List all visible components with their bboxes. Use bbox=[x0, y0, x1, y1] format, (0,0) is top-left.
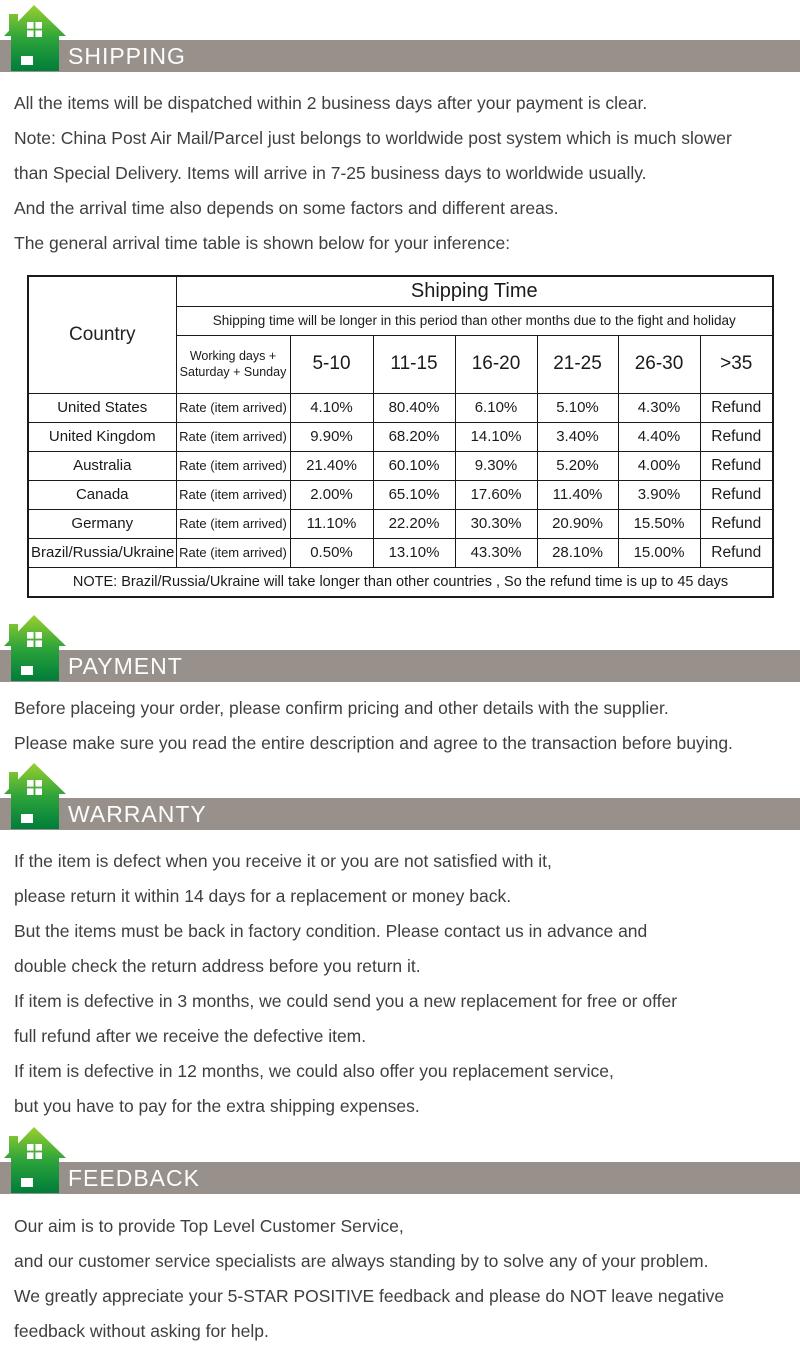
rate-label: Rate (item arrived) bbox=[176, 538, 290, 567]
col-header-range: 5-10 bbox=[290, 335, 373, 393]
rate-value: 14.10% bbox=[455, 422, 537, 451]
rate-value: 20.90% bbox=[537, 509, 618, 538]
table-row bbox=[28, 393, 773, 422]
rate-value: 4.00% bbox=[618, 451, 700, 480]
row-country: Australia bbox=[28, 451, 176, 480]
refund-cell: Refund bbox=[700, 480, 773, 509]
rate-value: 11.40% bbox=[537, 480, 618, 509]
refund-cell: Refund bbox=[700, 451, 773, 480]
rate-value: 30.30% bbox=[455, 509, 537, 538]
feedback-paragraph bbox=[14, 1209, 800, 1349]
rate-value: 65.10% bbox=[373, 480, 455, 509]
rate-value: 9.30% bbox=[455, 451, 537, 480]
table-subtitle: Shipping time will be longer in this period than other months due to the fight and holiday bbox=[176, 306, 773, 335]
col-header-range: 21-25 bbox=[537, 335, 618, 393]
table-header-shipping-time: Shipping Time bbox=[176, 276, 773, 306]
rate-value: 5.20% bbox=[537, 451, 618, 480]
paragraph-line: than Special Delivery. Items will arrive in 7-25 business days to worldwide usually. bbox=[14, 163, 647, 183]
rate-label: Rate (item arrived) bbox=[176, 451, 290, 480]
paragraph-line: The general arrival time table is shown below for your inference: bbox=[14, 233, 511, 253]
refund-cell: Refund bbox=[700, 393, 773, 422]
paragraph-line: But the items must be back in factory condition. Please contact us in advance and bbox=[14, 921, 648, 941]
rate-value: 2.00% bbox=[290, 480, 373, 509]
rate-value: 28.10% bbox=[537, 538, 618, 567]
house-icon bbox=[4, 615, 66, 681]
rate-value: 4.10% bbox=[290, 393, 373, 422]
table-note: NOTE: Brazil/Russia/Ukraine will take longer than other countries , So the refund time is up to 45 days bbox=[28, 567, 773, 597]
paragraph-line: We greatly appreciate your 5-STAR POSITIVE feedback and please do NOT leave negative bbox=[14, 1286, 725, 1306]
rate-value: 17.60% bbox=[455, 480, 537, 509]
rate-value: 80.40% bbox=[373, 393, 455, 422]
feedback-section-header bbox=[0, 1127, 800, 1194]
row-country: United States bbox=[28, 393, 176, 422]
paragraph-line: please return it within 14 days for a replacement or money back. bbox=[14, 886, 512, 906]
paragraph-line: Before placeing your order, please confirm pricing and other details with the supplier. bbox=[14, 698, 669, 718]
paragraph-line: full refund after we receive the defective item. bbox=[14, 1026, 367, 1046]
house-icon bbox=[4, 5, 66, 71]
section-title: PAYMENT bbox=[68, 653, 183, 679]
rate-value: 13.10% bbox=[373, 538, 455, 567]
paragraph-line: but you have to pay for the extra shipping expenses. bbox=[14, 1096, 420, 1116]
row-country: United Kingdom bbox=[28, 422, 176, 451]
paragraph-line: If item is defective in 12 months, we could also offer you replacement service, bbox=[14, 1061, 614, 1081]
shipping-paragraph bbox=[14, 86, 800, 261]
table-row bbox=[28, 509, 773, 538]
rate-label: Rate (item arrived) bbox=[176, 509, 290, 538]
section-title: SHIPPING bbox=[68, 43, 186, 69]
rate-value: 15.50% bbox=[618, 509, 700, 538]
rate-value: 15.00% bbox=[618, 538, 700, 567]
table-row bbox=[28, 422, 773, 451]
payment-paragraph bbox=[14, 691, 800, 761]
row-country: Canada bbox=[28, 480, 176, 509]
paragraph-line: and our customer service specialists are always standing by to solve any of your problem. bbox=[14, 1251, 709, 1271]
paragraph-line: Our aim is to provide Top Level Customer Service, bbox=[14, 1216, 404, 1236]
paragraph-line: All the items will be dispatched within 2 business days after your payment is clear. bbox=[14, 93, 648, 113]
rate-value: 6.10% bbox=[455, 393, 537, 422]
paragraph-line: If item is defective in 3 months, we could send you a new replacement for free or offer bbox=[14, 991, 678, 1011]
rate-value: 0.50% bbox=[290, 538, 373, 567]
paragraph-line: double check the return address before you return it. bbox=[14, 956, 421, 976]
rate-value: 68.20% bbox=[373, 422, 455, 451]
house-icon bbox=[4, 763, 66, 829]
col-header-working-days: Working days + Saturday + Sunday bbox=[176, 335, 290, 393]
table-row bbox=[28, 451, 773, 480]
rate-value: 4.30% bbox=[618, 393, 700, 422]
paragraph-line: And the arrival time also depends on some factors and different areas. bbox=[14, 198, 559, 218]
rate-value: 4.40% bbox=[618, 422, 700, 451]
rate-value: 43.30% bbox=[455, 538, 537, 567]
row-country: Germany bbox=[28, 509, 176, 538]
payment-section-header bbox=[0, 615, 800, 682]
section-title: WARRANTY bbox=[68, 801, 207, 827]
refund-cell: Refund bbox=[700, 509, 773, 538]
rate-value: 21.40% bbox=[290, 451, 373, 480]
col-header-range: 11-15 bbox=[373, 335, 455, 393]
warranty-section-header bbox=[0, 763, 800, 830]
table-row bbox=[28, 480, 773, 509]
table-row bbox=[28, 538, 773, 567]
col-header-range: 26-30 bbox=[618, 335, 700, 393]
shipping-section-header bbox=[0, 5, 800, 72]
section-title: FEEDBACK bbox=[68, 1165, 200, 1191]
warranty-paragraph bbox=[14, 844, 800, 1124]
row-country: Brazil/Russia/Ukraine bbox=[28, 538, 176, 567]
rate-value: 5.10% bbox=[537, 393, 618, 422]
rate-label: Rate (item arrived) bbox=[176, 480, 290, 509]
table-corner-country: Country bbox=[28, 276, 176, 393]
rate-value: 3.40% bbox=[537, 422, 618, 451]
rate-label: Rate (item arrived) bbox=[176, 393, 290, 422]
rate-value: 9.90% bbox=[290, 422, 373, 451]
house-icon bbox=[4, 1127, 66, 1193]
rate-label: Rate (item arrived) bbox=[176, 422, 290, 451]
col-header-range: 16-20 bbox=[455, 335, 537, 393]
shipping-time-table bbox=[27, 275, 774, 598]
paragraph-line: If the item is defect when you receive it or you are not satisfied with it, bbox=[14, 851, 552, 871]
rate-value: 11.10% bbox=[290, 509, 373, 538]
col-header-range: >35 bbox=[700, 335, 773, 393]
refund-cell: Refund bbox=[700, 538, 773, 567]
paragraph-line: Please make sure you read the entire description and agree to the transaction before buying. bbox=[14, 733, 733, 753]
refund-cell: Refund bbox=[700, 422, 773, 451]
rate-value: 60.10% bbox=[373, 451, 455, 480]
paragraph-line: feedback without asking for help. bbox=[14, 1321, 269, 1341]
paragraph-line: Note: China Post Air Mail/Parcel just belongs to worldwide post system which is much slower bbox=[14, 128, 732, 148]
rate-value: 22.20% bbox=[373, 509, 455, 538]
rate-value: 3.90% bbox=[618, 480, 700, 509]
